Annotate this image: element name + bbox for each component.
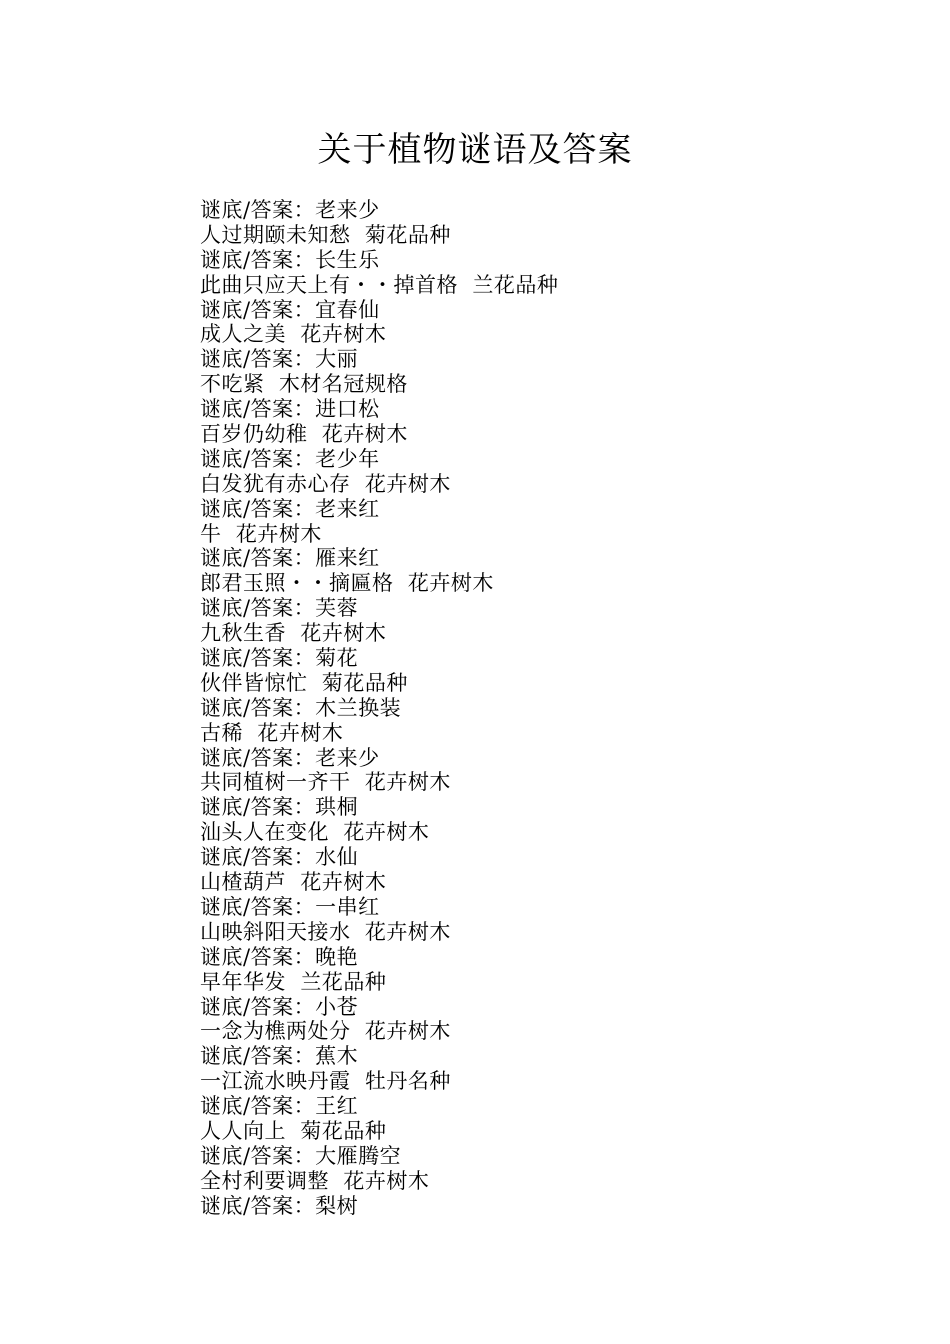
page-title: 关于植物谜语及答案 xyxy=(317,130,633,170)
riddle-line: 谜底/答案：雁来红 xyxy=(200,546,380,571)
riddle-line: 谜底/答案：老来少 xyxy=(200,198,380,222)
riddle-line: 谜底/答案：菊花 xyxy=(200,646,359,671)
riddle-line: 谜底/答案：梨树 xyxy=(200,1193,359,1218)
riddle-line: 谜底/答案：长生乐 xyxy=(200,247,380,272)
riddle-line: 郎君玉照・・摘匾格 花卉树木 xyxy=(200,571,494,596)
riddle-line: 伙伴皆惊忙 菊花品种 xyxy=(200,670,408,695)
riddle-line: 一念为樵两处分 花卉树木 xyxy=(200,1019,451,1044)
riddle-line: 谜底/答案：珙桐 xyxy=(200,795,359,820)
riddle-line: 谜底/答案：晚艳 xyxy=(200,944,359,969)
riddle-line: 白发犹有赤心存 花卉树木 xyxy=(200,471,451,496)
riddle-line: 百岁仍幼稚 花卉树木 xyxy=(200,422,408,447)
riddle-line: 共同植树一齐干 花卉树木 xyxy=(200,770,451,795)
riddle-line: 成人之美 花卉树木 xyxy=(200,322,387,347)
riddle-line: 一江流水映丹霞 牡丹名种 xyxy=(200,1069,451,1094)
riddle-line: 谜底/答案：大丽 xyxy=(200,347,359,372)
riddle-line: 山映斜阳天接水 花卉树木 xyxy=(200,919,451,944)
riddle-line: 不吃紧 木材名冠规格 xyxy=(200,372,408,397)
riddle-list xyxy=(200,198,760,1219)
riddle-line: 谜底/答案：小苍 xyxy=(200,994,359,1019)
riddle-line: 人过期颐未知愁 菊花品种 xyxy=(200,222,451,247)
riddle-line: 谜底/答案：进口松 xyxy=(200,397,380,422)
riddle-line: 全村利要调整 花卉树木 xyxy=(200,1168,430,1193)
riddle-line: 谜底/答案：大雁腾空 xyxy=(200,1143,402,1168)
riddle-line: 谜底/答案：宜春仙 xyxy=(200,297,380,322)
riddle-line: 此曲只应天上有・・掉首格 兰花品种 xyxy=(200,272,559,297)
riddle-line: 谜底/答案：王红 xyxy=(200,1094,359,1119)
riddle-line: 谜底/答案：老来少 xyxy=(200,745,380,770)
riddle-line: 谜底/答案：木兰换装 xyxy=(200,695,402,720)
riddle-line: 谜底/答案：水仙 xyxy=(200,845,359,870)
riddle-line: 牛 花卉树木 xyxy=(200,521,322,546)
riddle-line: 谜底/答案：芙蓉 xyxy=(200,596,359,621)
riddle-line: 谜底/答案：蕉木 xyxy=(200,1044,359,1069)
riddle-line: 谜底/答案：老少年 xyxy=(200,446,380,471)
riddle-line: 汕头人在变化 花卉树木 xyxy=(200,820,430,845)
riddle-line: 山楂葫芦 花卉树木 xyxy=(200,870,387,895)
riddle-line: 早年华发 兰花品种 xyxy=(200,969,387,994)
riddle-line: 人人向上 菊花品种 xyxy=(200,1118,387,1143)
riddle-line: 九秋生香 花卉树木 xyxy=(200,621,387,646)
riddle-line: 谜底/答案：老来红 xyxy=(200,496,380,521)
riddle-line: 古稀 花卉树木 xyxy=(200,720,344,745)
riddle-line: 谜底/答案：一串红 xyxy=(200,894,380,919)
